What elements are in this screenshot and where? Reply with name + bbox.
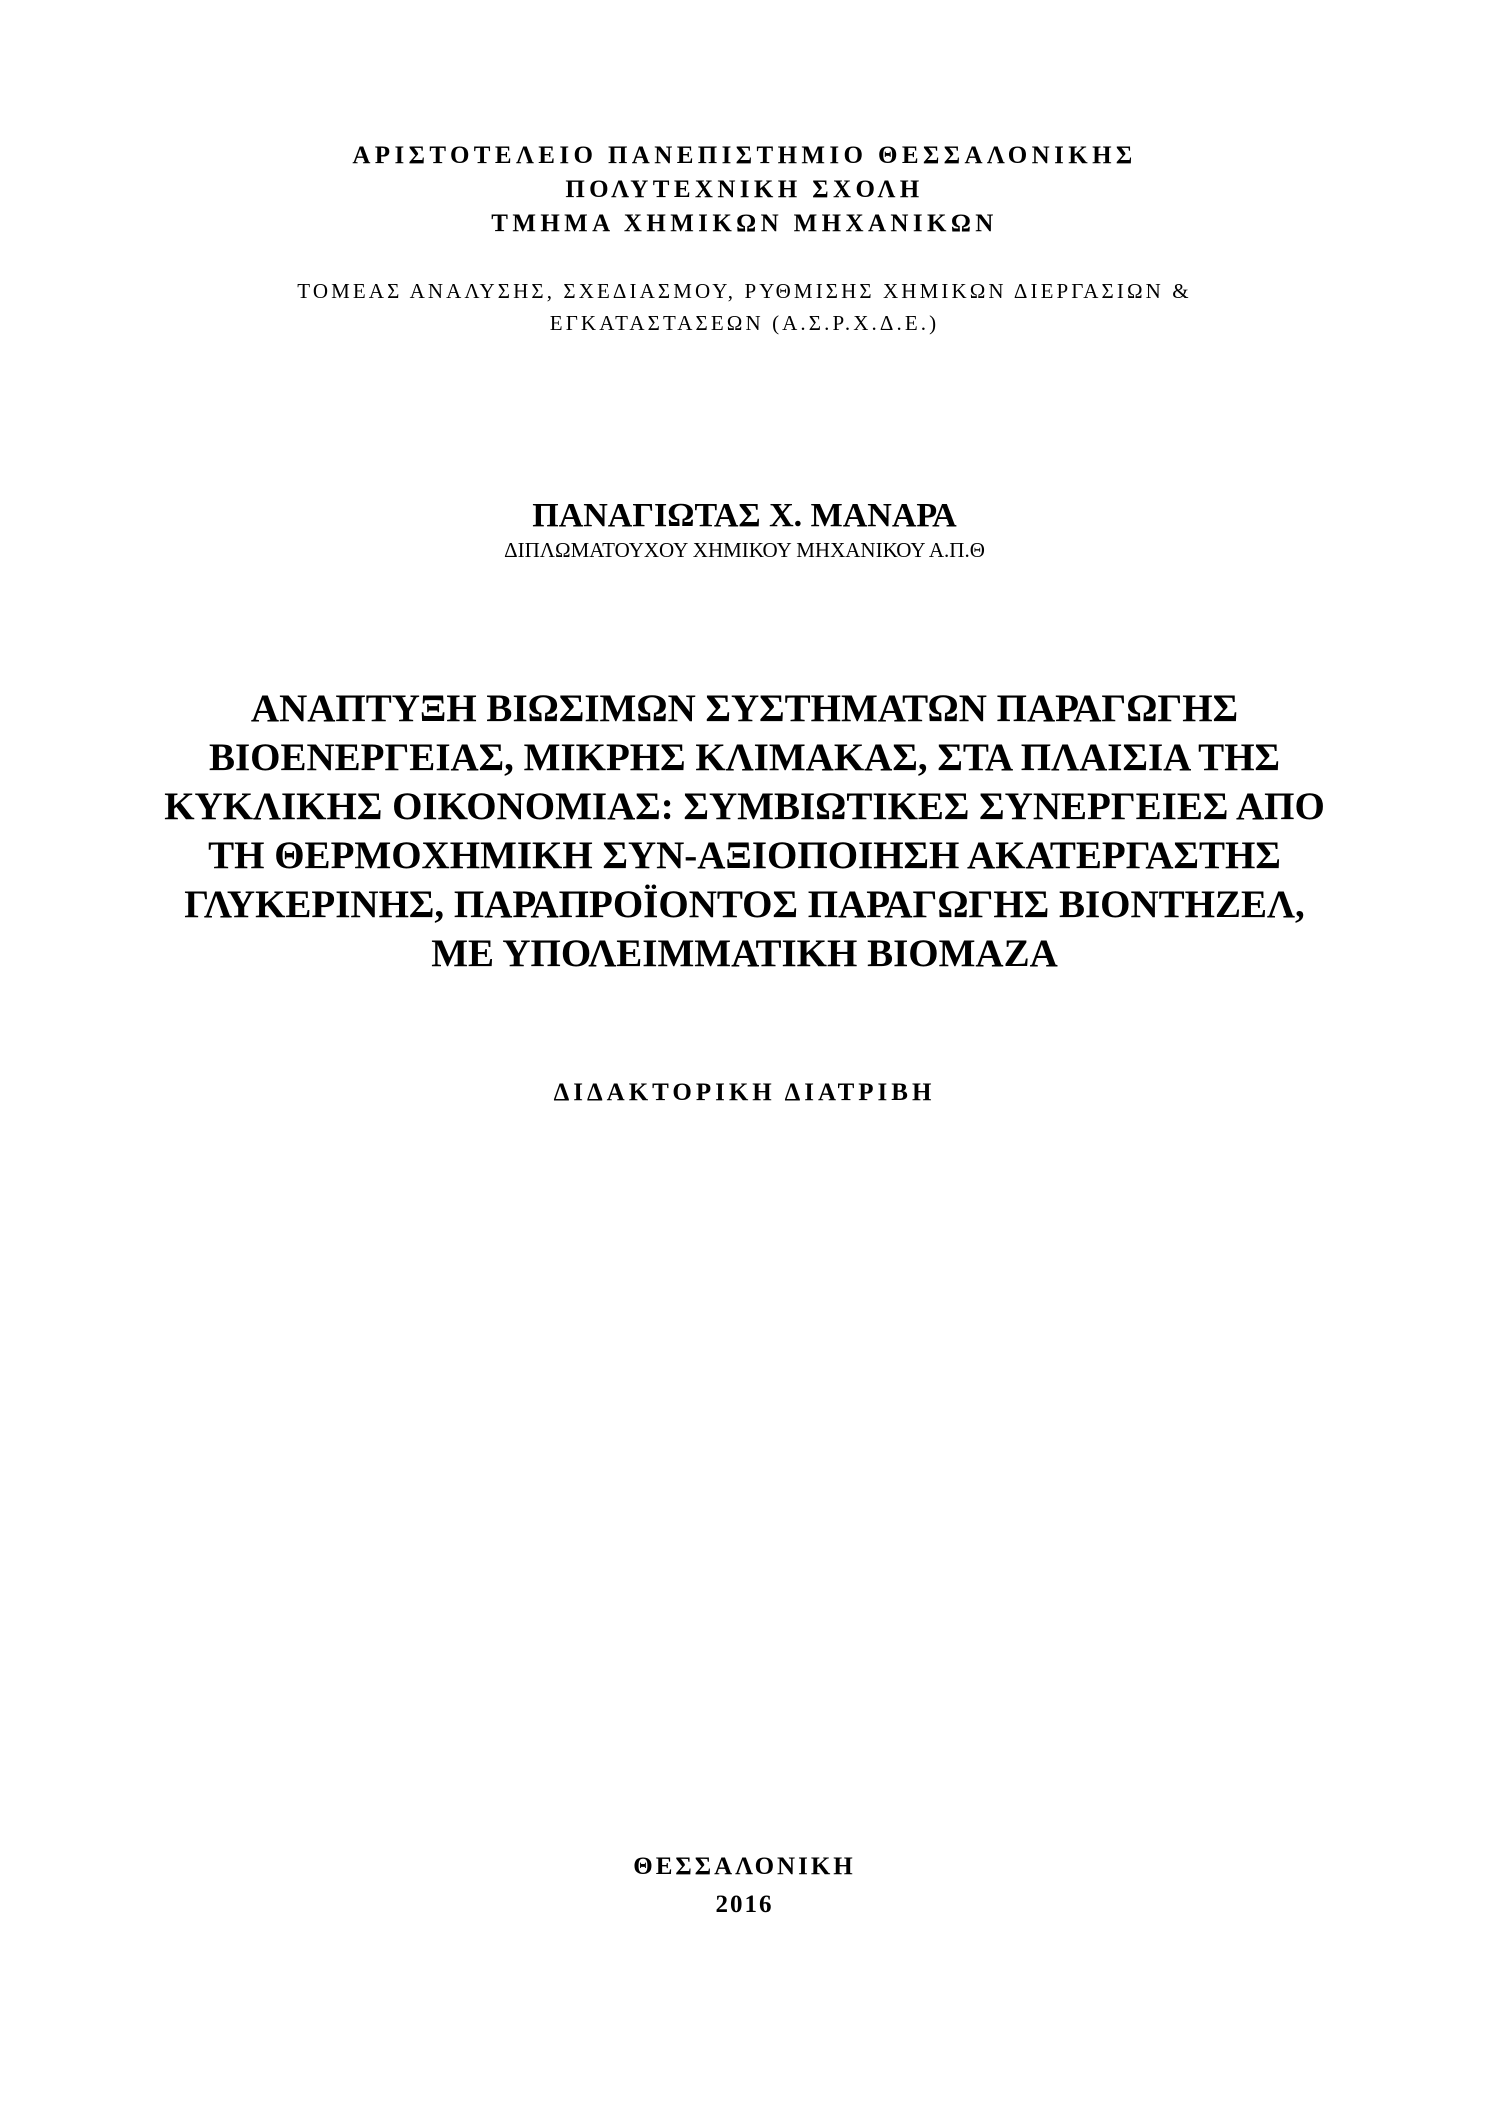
title-line-4: ΤΗ ΘΕΡΜΟΧΗΜΙΚΗ ΣΥΝ-ΑΞΙΟΠΟΙΗΣΗ ΑΚΑΤΕΡΓΑΣΤΗΣ: [208, 834, 1281, 877]
author-degree: ΔΙΠΛΩΜΑΤΟΥΧΟΥ ΧΗΜΙΚΟΥ ΜΗΧΑΝΙΚΟΥ Α.Π.Θ: [504, 538, 985, 562]
school-name: ΠΟΛΥΤΕΧΝΙΚΗ ΣΧΟΛΗ: [565, 176, 924, 203]
department-name: ΤΜΗΜΑ ΧΗΜΙΚΩΝ ΜΗΧΑΝΙΚΩΝ: [491, 210, 998, 237]
sector-line-2: ΕΓΚΑΤΑΣΤΑΣΕΩΝ (Α.Σ.Ρ.Χ.Δ.Ε.): [549, 311, 940, 335]
title-line-6: ΜΕ ΥΠΟΛΕΙΜΜΑΤΙΚΗ ΒΙΟΜΑΖΑ: [431, 932, 1058, 975]
title-line-5: ΓΛΥΚΕΡΙΝΗΣ, ΠΑΡΑΠΡΟΪΟΝΤΟΣ ΠΑΡΑΓΩΓΗΣ ΒΙΟΝΤΗΖΕΛ,: [184, 883, 1305, 926]
place-of-publication: ΘΕΣΣΑΛΟΝΙΚΗ: [633, 1853, 856, 1880]
document-type: ΔΙΔΑΚΤΟΡΙΚΗ ΔΙΑΤΡΙΒΗ: [553, 1079, 936, 1106]
author-name: ΠΑΝΑΓΙΩΤΑΣ Χ. ΜΑΝΑΡΑ: [532, 497, 957, 534]
title-line-2: ΒΙΟΕΝΕΡΓΕΙΑΣ, ΜΙΚΡΗΣ ΚΛΙΜΑΚΑΣ, ΣΤΑ ΠΛΑΙΣΙΑ ΤΗΣ: [208, 736, 1281, 779]
title-line-1: ΑΝΑΠΤΥΞΗ ΒΙΩΣΙΜΩΝ ΣΥΣΤΗΜΑΤΩΝ ΠΑΡΑΓΩΓΗΣ: [250, 687, 1239, 730]
title-line-3: ΚΥΚΛΙΚΗΣ ΟΙΚΟΝΟΜΙΑΣ: ΣΥΜΒΙΩΤΙΚΕΣ ΣΥΝΕΡΓΕΙΕΣ ΑΠΟ: [164, 785, 1325, 828]
sector-line-1: ΤΟΜΕΑΣ ΑΝΑΛΥΣΗΣ, ΣΧΕΔΙΑΣΜΟΥ, ΡΥΘΜΙΣΗΣ ΧΗΜΙΚΩΝ ΔΙΕΡΓΑΣΙΩΝ &: [297, 279, 1192, 303]
publication-year: 2016: [715, 1891, 774, 1918]
university-name: ΑΡΙΣΤΟΤΕΛΕΙΟ ΠΑΝΕΠΙΣΤΗΜΙΟ ΘΕΣΣΑΛΟΝΙΚΗΣ: [352, 142, 1137, 169]
